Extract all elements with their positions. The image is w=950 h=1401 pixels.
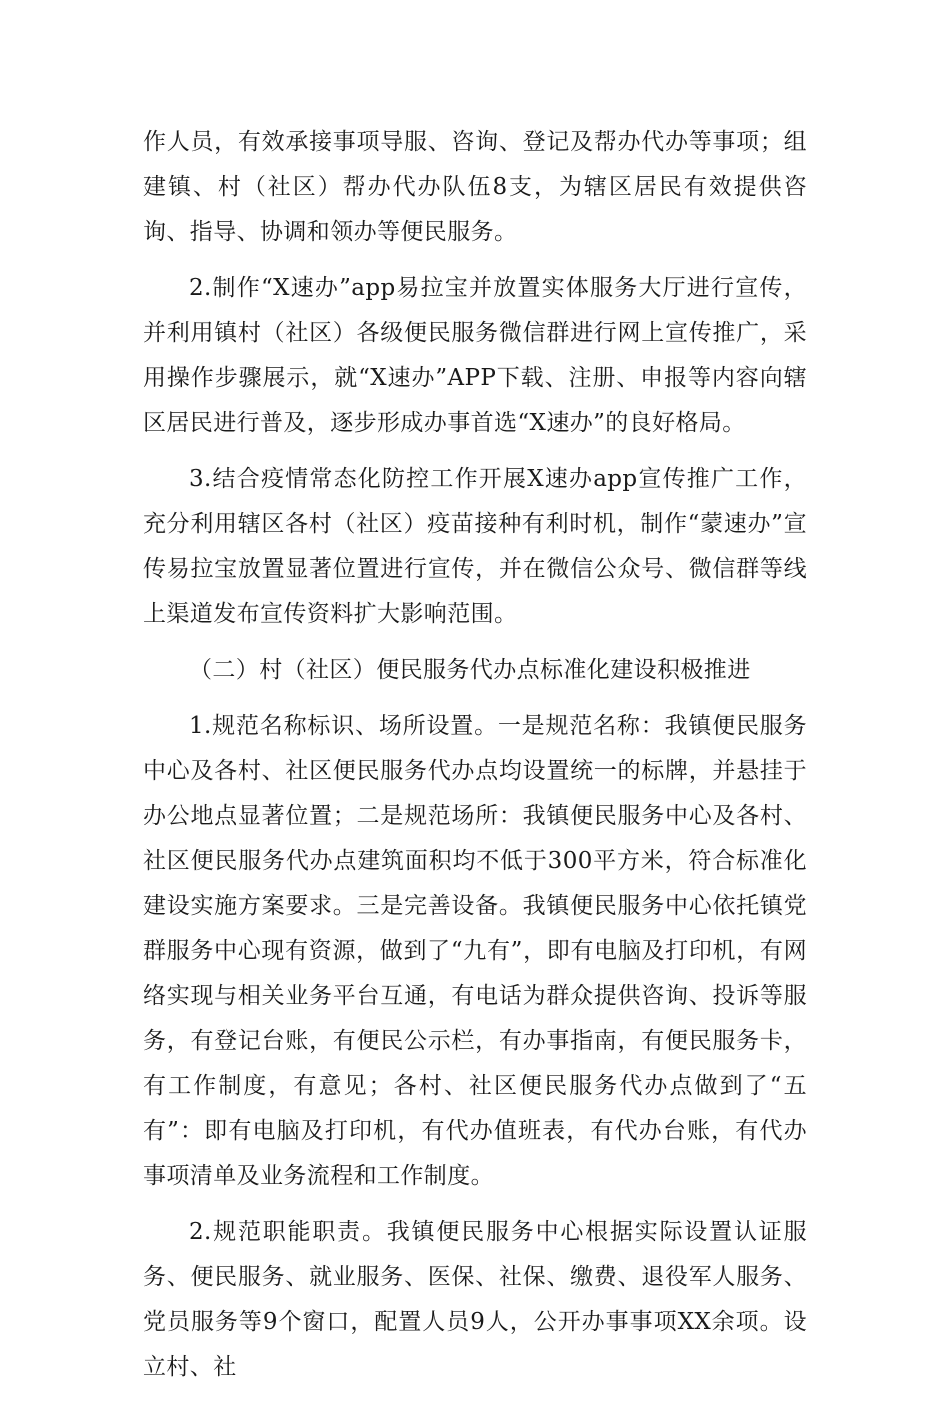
paragraph-item-2-promotion: 2.制作“X速办”app易拉宝并放置实体服务大厅进行宣传，并利用镇村（社区）各级便民服务微信群进行网上宣传推广，采用操作步骤展示，就“X速办”APP下载、注册、申报等内容向辖区居民进行普及，逐步形成办事首选“X速办”的良好格局。 <box>143 275 807 436</box>
paragraph-item-2-duties: 2.规范职能职责。我镇便民服务中心根据实际设置认证服务、便民服务、就业服务、医保、社保、缴费、退役军人服务、党员服务等9个窗口，配置人员9人，公开办事事项XX余项。设立村、社 <box>143 1219 807 1380</box>
section-heading-2: （二）村（社区）便民服务代办点标准化建设积极推进 <box>189 657 751 683</box>
document-body <box>143 120 807 1401</box>
paragraph-item-3-epidemic: 3.结合疫情常态化防控工作开展X速办app宣传推广工作，充分利用辖区各村（社区）疫苗接种有利时机，制作“蒙速办”宣传易拉宝放置显著位置进行宣传，并在微信公众号、微信群等线上渠道发布宣传资料扩大影响范围。 <box>143 466 807 627</box>
paragraph-item-1-standardize: 1.规范名称标识、场所设置。一是规范名称：我镇便民服务中心及各村、社区便民服务代办点均设置统一的标牌，并悬挂于办公地点显著位置；二是规范场所：我镇便民服务中心及各村、社区便民服务代办点建筑面积均不低于300平方米，符合标准化建设实施方案要求。三是完善设备。我镇便民服务中心依托镇党群服务中心现有资源，做到了“九有”，即有电脑及打印机，有网络实现与相关业务平台互通，有电话为群众提供咨询、投诉等服务，有登记台账，有便民公示栏，有办事指南，有便民服务卡，有工作制度，有意见；各村、社区便民服务代办点做到了“五有”：即有电脑及打印机，有代办值班表，有代办台账，有代办事项清单及业务流程和工作制度。 <box>143 713 807 1189</box>
paragraph-staff-continuation: 作人员，有效承接事项导服、咨询、登记及帮办代办等事项；组建镇、村（社区）帮办代办队伍8支，为辖区居民有效提供咨询、指导、协调和领办等便民服务。 <box>143 129 807 245</box>
